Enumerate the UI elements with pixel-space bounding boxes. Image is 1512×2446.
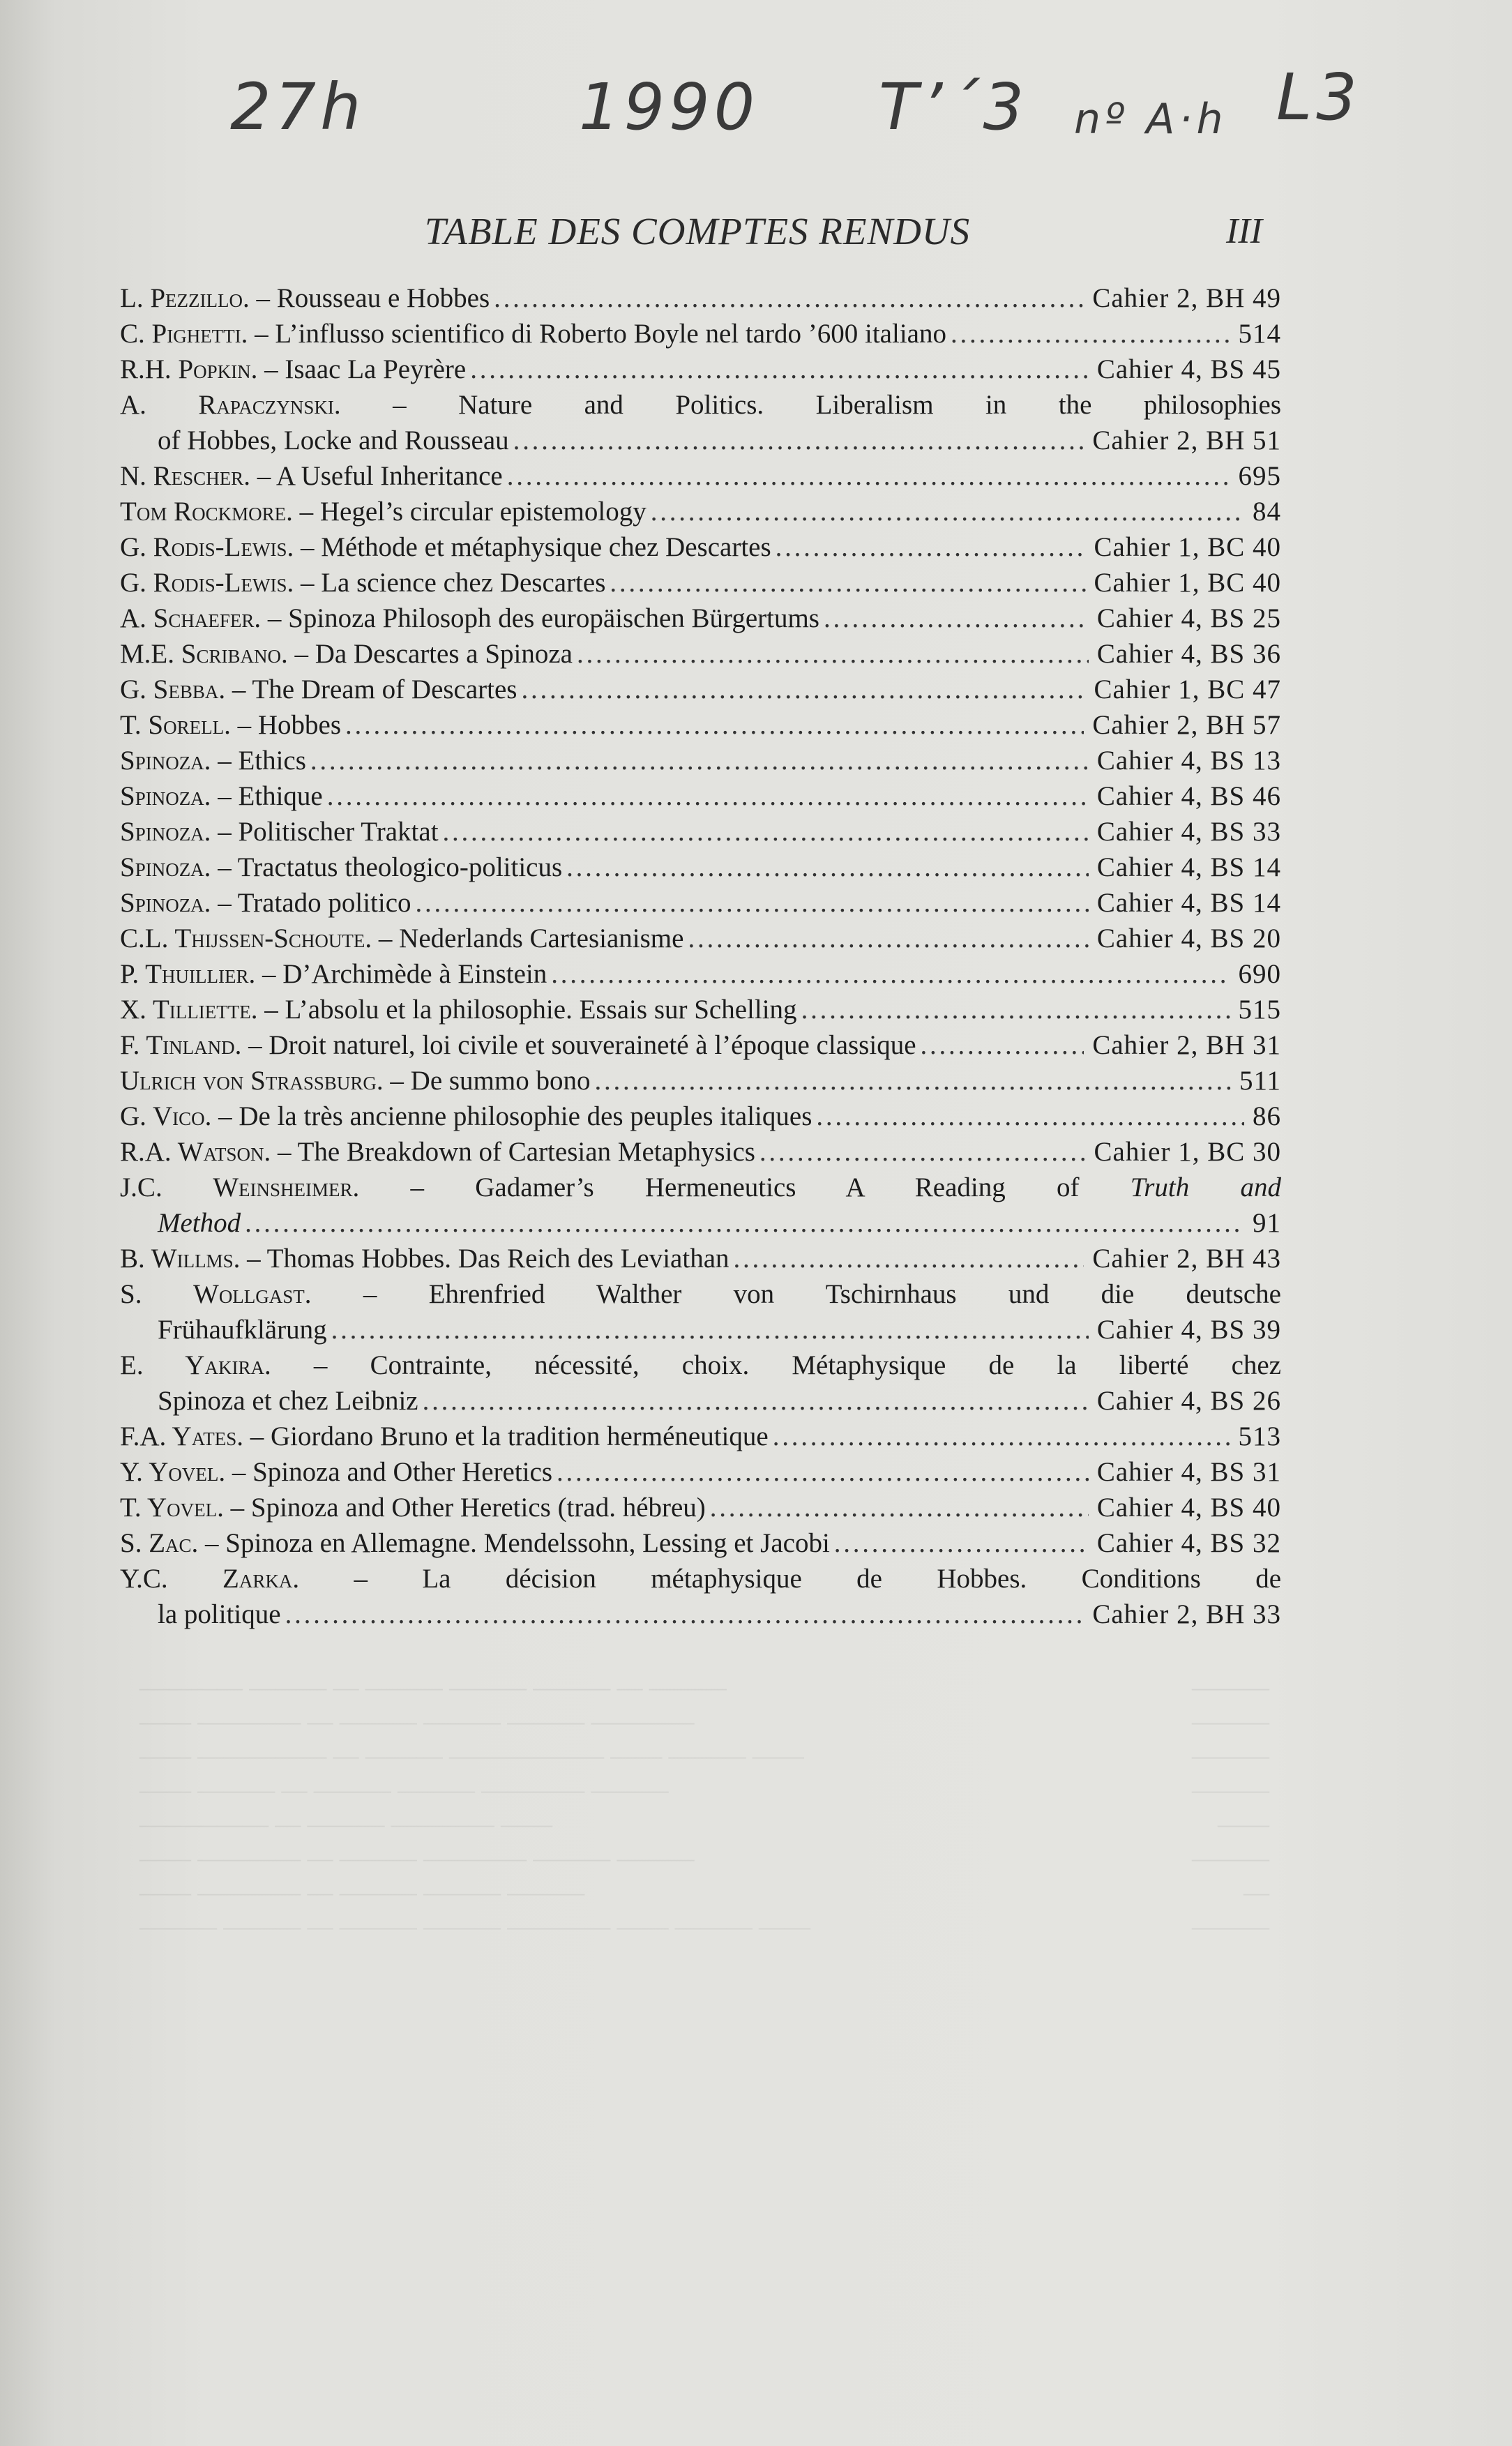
entry-line-continued — [120, 1205, 1281, 1241]
review-entry — [120, 992, 1281, 1027]
review-entry — [120, 1063, 1281, 1099]
review-entry — [120, 1241, 1281, 1276]
entry-dash: – — [230, 710, 258, 740]
entry-author: P. Thuillier. — [120, 959, 256, 989]
entry-text — [120, 1063, 590, 1099]
entry-title-continued: la politique — [158, 1599, 281, 1629]
entry-reference: 513 — [1238, 1421, 1281, 1451]
entry-text-continued — [158, 1205, 241, 1241]
entry-reference: Cahier 4, BS 14 — [1096, 888, 1281, 918]
entry-author: E. Yakira. — [120, 1350, 271, 1380]
entry-dash: – — [241, 1030, 269, 1060]
entry-dash: – — [257, 995, 285, 1025]
entry-line — [120, 672, 1281, 707]
entry-reference: Cahier 4, BS 33 — [1096, 817, 1281, 847]
entry-text — [120, 1170, 1281, 1205]
entry-line — [120, 885, 1281, 921]
running-header — [119, 209, 1276, 258]
entry-line — [120, 1525, 1281, 1561]
entry-title: Rousseau e Hobbes — [276, 283, 490, 313]
entry-author: G. Sebba. — [120, 674, 226, 704]
entry-line — [120, 992, 1281, 1027]
entry-title: Droit naturel, loi civile et souveraineté à l’époque classique — [269, 1030, 916, 1060]
review-entry — [120, 814, 1281, 850]
dot-leader — [423, 1383, 1089, 1419]
entry-title: De la très ancienne philosophie des peuples italiques — [239, 1101, 812, 1131]
entry-line — [120, 1170, 1281, 1205]
entry-line — [120, 1561, 1281, 1596]
review-entry — [120, 1134, 1281, 1170]
dot-leader — [331, 1312, 1089, 1347]
entry-reference: Cahier 4, BS 40 — [1096, 1493, 1281, 1523]
entry-author: Y.C. Zarka. — [120, 1564, 300, 1594]
entry-title: The Dream of Descartes — [252, 674, 517, 704]
dot-leader — [610, 565, 1085, 601]
entry-title-italic: Truth and — [1130, 1172, 1281, 1202]
review-entry — [120, 956, 1281, 992]
entry-author: Spinoza. — [120, 852, 211, 882]
entry-title: Nature and Politics. Liberalism in the philosophies — [458, 390, 1281, 420]
entry-dash: – — [294, 568, 322, 598]
handwritten-note-part: 1990 — [579, 70, 759, 144]
entry-line — [120, 1099, 1281, 1134]
handwritten-note-part: T’´3 — [879, 70, 1028, 144]
entry-title: Tratado politico — [237, 888, 411, 918]
entry-dash: – — [211, 852, 238, 882]
entry-reference: 511 — [1239, 1066, 1281, 1096]
review-entry — [120, 529, 1281, 565]
entry-line — [120, 529, 1281, 565]
review-entry — [120, 1454, 1281, 1490]
dot-leader — [443, 814, 1089, 850]
entry-author: R.H. Popkin. — [120, 354, 258, 384]
entry-text — [120, 280, 490, 316]
entry-author: Spinoza. — [120, 746, 211, 776]
entry-text-continued — [158, 423, 509, 458]
entry-reference: Cahier 2, BH 57 — [1092, 710, 1281, 740]
entry-dash: – — [359, 1172, 476, 1202]
entry-line — [120, 1027, 1281, 1063]
entry-line — [120, 352, 1281, 387]
entry-text — [120, 1525, 830, 1561]
entry-title: Tractatus theologico-politicus — [237, 852, 563, 882]
entry-dash: – — [198, 1528, 226, 1558]
dot-leader — [759, 1134, 1086, 1170]
entry-author: L. Pezzillo. — [120, 283, 250, 313]
entry-title-continued: Frühaufklärung — [158, 1315, 327, 1345]
entry-reference: Cahier 4, BS 13 — [1096, 746, 1281, 776]
review-entry — [120, 636, 1281, 672]
entry-reference: Cahier 4, BS 46 — [1096, 781, 1281, 811]
entry-author: B. Willms. — [120, 1244, 241, 1274]
dot-leader — [310, 743, 1089, 778]
entry-title: Hobbes — [257, 710, 342, 740]
entry-dash: – — [255, 959, 283, 989]
dot-leader — [245, 1205, 1244, 1241]
entry-author: N. Rescher. — [120, 461, 250, 491]
page-title: TABLE DES COMPTES RENDUS — [424, 210, 971, 252]
entry-dash: – — [292, 497, 320, 527]
entry-text — [120, 1099, 812, 1134]
entry-author: Spinoza. — [120, 781, 211, 811]
entry-text — [120, 885, 411, 921]
review-entry — [120, 352, 1281, 387]
entry-reference: Cahier 4, BS 45 — [1096, 354, 1281, 384]
review-entry — [120, 280, 1281, 316]
dot-leader — [651, 494, 1244, 529]
dot-leader — [816, 1099, 1244, 1134]
entry-dash: – — [294, 532, 322, 562]
review-entry — [120, 316, 1281, 352]
entry-line — [120, 458, 1281, 494]
entry-author: X. Tilliette. — [120, 995, 258, 1025]
dot-leader — [951, 316, 1230, 352]
entry-reference: Cahier 4, BS 32 — [1096, 1528, 1281, 1558]
review-entry — [120, 1525, 1281, 1561]
dot-leader — [470, 352, 1089, 387]
review-entry — [120, 778, 1281, 814]
handwritten-note-part: L3 — [1276, 60, 1361, 135]
entry-text — [120, 850, 562, 885]
entry-reference: Cahier 4, BS 14 — [1096, 852, 1281, 882]
entry-title: Gadamer’s Hermeneutics A Reading of — [475, 1172, 1080, 1202]
entry-dash: – — [211, 781, 239, 811]
entry-title: Isaac La Peyrère — [285, 354, 467, 384]
entry-line — [120, 601, 1281, 636]
entry-reference: Cahier 4, BS 20 — [1096, 923, 1281, 953]
entry-author: M.E. Scribano. — [120, 639, 288, 669]
review-entry — [120, 1276, 1281, 1347]
entry-author: A. Schaefer. — [120, 603, 262, 633]
entry-line — [120, 1276, 1281, 1312]
entry-line — [120, 636, 1281, 672]
dot-leader — [327, 778, 1089, 814]
entry-line — [120, 1063, 1281, 1099]
dot-leader — [494, 280, 1084, 316]
entry-reference: Cahier 1, BC 40 — [1094, 568, 1281, 598]
dot-leader — [921, 1027, 1084, 1063]
entry-dash: – — [261, 603, 289, 633]
entry-line — [120, 1241, 1281, 1276]
entry-line-continued — [120, 1596, 1281, 1632]
entry-author: T. Sorell. — [120, 710, 231, 740]
page-number: III — [1226, 211, 1262, 251]
entry-dash: – — [225, 674, 252, 704]
entry-line — [120, 1347, 1281, 1383]
entry-reference: Cahier 1, BC 47 — [1094, 674, 1281, 704]
entry-author: T. Yovel. — [120, 1493, 224, 1523]
entry-dash: – — [248, 319, 275, 349]
dot-leader — [834, 1525, 1089, 1561]
entry-text — [120, 601, 819, 636]
entry-line-continued — [120, 1312, 1281, 1347]
entry-line — [120, 387, 1281, 423]
entry-title: A Useful Inheritance — [275, 461, 503, 491]
dot-leader — [507, 458, 1230, 494]
entry-dash: – — [249, 283, 277, 313]
entry-text — [120, 458, 503, 494]
entry-author: Ulrich von Strassburg. — [120, 1066, 384, 1096]
dot-leader — [557, 1454, 1089, 1490]
entry-dash: – — [299, 1564, 423, 1594]
entry-line — [120, 316, 1281, 352]
entry-title: L’absolu et la philosophie. Essais sur Schelling — [285, 995, 797, 1025]
entry-reference: Cahier 2, BH 43 — [1092, 1244, 1281, 1274]
entry-text — [120, 1490, 706, 1525]
review-entry — [120, 743, 1281, 778]
entry-title: Spinoza and Other Heretics (trad. hébreu) — [250, 1493, 706, 1523]
dot-leader — [773, 1419, 1230, 1454]
entry-line — [120, 956, 1281, 992]
entry-title: Giordano Bruno et la tradition herméneutique — [270, 1421, 769, 1451]
entry-dash: – — [223, 1493, 251, 1523]
dot-leader — [521, 672, 1085, 707]
entry-dash: – — [287, 639, 315, 669]
entry-reference: 514 — [1238, 319, 1281, 349]
entry-title: Spinoza and Other Heretics — [252, 1457, 553, 1487]
review-entry — [120, 458, 1281, 494]
dot-leader — [801, 992, 1230, 1027]
dot-leader — [776, 529, 1086, 565]
review-entry — [120, 1170, 1281, 1241]
dot-leader — [345, 707, 1084, 743]
entry-reference: Cahier 2, BH 31 — [1092, 1030, 1281, 1060]
entry-title-italic: Method — [158, 1208, 241, 1238]
review-entry — [120, 850, 1281, 885]
review-entry — [120, 387, 1281, 458]
entry-line — [120, 565, 1281, 601]
entry-title: Ethics — [238, 746, 306, 776]
entry-line — [120, 743, 1281, 778]
entry-text — [120, 494, 647, 529]
entry-line — [120, 778, 1281, 814]
entry-line — [120, 814, 1281, 850]
entry-reference: Cahier 4, BS 39 — [1096, 1315, 1281, 1345]
entry-line — [120, 921, 1281, 956]
entry-text — [120, 1347, 1281, 1383]
entry-title: Contrainte, nécessité, choix. Métaphysique de la liberté chez — [370, 1350, 1281, 1380]
entry-line — [120, 280, 1281, 316]
entry-author: G. Rodis-Lewis. — [120, 568, 294, 598]
entry-text — [120, 1561, 1281, 1596]
entry-text — [120, 1027, 916, 1063]
dot-leader — [710, 1490, 1089, 1525]
entry-author: C.L. Thijssen-Schoute. — [120, 923, 372, 953]
review-entry — [120, 601, 1281, 636]
entry-author: J.C. Weinsheimer. — [120, 1172, 360, 1202]
entry-author: C. Pighetti. — [120, 319, 248, 349]
entry-author: Spinoza. — [120, 817, 211, 847]
entry-dash: – — [271, 1350, 370, 1380]
entry-line — [120, 1490, 1281, 1525]
entry-title: Nederlands Cartesianisme — [399, 923, 684, 953]
entry-dash: – — [257, 354, 285, 384]
dot-leader — [824, 601, 1089, 636]
entry-dash: – — [340, 390, 459, 420]
entry-title: Spinoza Philosoph des europäischen Bürgertums — [288, 603, 819, 633]
entry-text — [120, 529, 771, 565]
entry-text — [120, 1419, 769, 1454]
entry-text — [120, 352, 466, 387]
entry-text — [120, 636, 573, 672]
entry-dash: – — [243, 1421, 271, 1451]
entry-title: The Breakdown of Cartesian Metaphysics — [297, 1137, 755, 1167]
entry-reference: Cahier 4, BS 31 — [1096, 1457, 1281, 1487]
entry-dash: – — [211, 817, 239, 847]
entry-text — [120, 387, 1281, 423]
entry-dash: – — [225, 1457, 253, 1487]
entry-reference: 84 — [1253, 497, 1281, 527]
entry-reference: Cahier 2, BH 49 — [1092, 283, 1281, 313]
entry-line-continued — [120, 423, 1281, 458]
show-through-text: ———— ——— — ——— ——— ——— — ——— ——— —— ———— — ——— ——— ——— ———— ——— —— ————— — ——— —————— —— ——— —— ——— —— ——— — ——— ——— ———— ——— ——— ————— — ——— ———— —— —— —— ———— — ——— ———— ——— ——— ——— —— ———— — ——— ——— ——— — ——— ——— — ——— ——— ———— —— ——— —— ——— — [139, 1673, 1269, 1941]
review-entry — [120, 494, 1281, 529]
entry-text-continued — [158, 1383, 418, 1419]
entry-text — [120, 672, 517, 707]
dot-leader — [513, 423, 1084, 458]
entry-text — [120, 565, 605, 601]
dot-leader — [285, 1596, 1084, 1632]
review-entry — [120, 1490, 1281, 1525]
entry-title: L’influsso scientifico di Roberto Boyle nel tardo ’600 italiano — [275, 319, 946, 349]
review-entry — [120, 672, 1281, 707]
entry-text — [120, 814, 439, 850]
entry-author: A. Rapaczynski. — [120, 390, 341, 420]
entry-text — [120, 921, 683, 956]
entry-line — [120, 707, 1281, 743]
entry-text-continued — [158, 1596, 281, 1632]
entry-reference: 690 — [1238, 959, 1281, 989]
entry-text — [120, 1241, 729, 1276]
handwritten-note-part: nº A·h — [1074, 95, 1227, 144]
entry-dash: – — [372, 923, 400, 953]
entry-title-continued: of Hobbes, Locke and Rousseau — [158, 425, 509, 455]
entry-title: Hegel’s circular epistemology — [319, 497, 647, 527]
entry-text — [120, 1134, 755, 1170]
entry-author: S. Wollgast. — [120, 1279, 312, 1309]
entry-line — [120, 1419, 1281, 1454]
entry-reference: Cahier 2, BH 51 — [1092, 425, 1281, 455]
review-entry — [120, 565, 1281, 601]
entry-title: De summo bono — [410, 1066, 591, 1096]
dot-leader — [577, 636, 1089, 672]
entry-line-continued — [120, 1383, 1281, 1419]
entry-title: La décision métaphysique de Hobbes. Conditions de — [422, 1564, 1281, 1594]
entry-line — [120, 1134, 1281, 1170]
entry-title: Politischer Traktat — [238, 817, 439, 847]
dot-leader — [594, 1063, 1230, 1099]
entry-title: Ehrenfried Walther von Tschirnhaus und die deutsche — [428, 1279, 1281, 1309]
dot-leader — [734, 1241, 1084, 1276]
entry-line — [120, 850, 1281, 885]
review-entry — [120, 1347, 1281, 1419]
entry-dash: – — [383, 1066, 411, 1096]
entry-dash: – — [211, 1101, 239, 1131]
entry-author: F.A. Yates. — [120, 1421, 243, 1451]
entry-text — [120, 1454, 552, 1490]
dot-leader — [551, 956, 1230, 992]
review-entry — [120, 921, 1281, 956]
reviews-table — [120, 280, 1281, 1632]
entry-text — [120, 778, 323, 814]
entry-author: Tom Rockmore. — [120, 497, 293, 527]
entry-author: S. Zac. — [120, 1528, 199, 1558]
review-entry — [120, 1419, 1281, 1454]
entry-text — [120, 707, 341, 743]
entry-title: La science chez Descartes — [321, 568, 606, 598]
entry-title: Spinoza en Allemagne. Mendelssohn, Lessing et Jacobi — [225, 1528, 830, 1558]
entry-author: G. Vico. — [120, 1101, 212, 1131]
entry-title: Ethique — [238, 781, 323, 811]
entry-dash: – — [211, 888, 238, 918]
review-entry — [120, 1561, 1281, 1632]
entry-author: Y. Yovel. — [120, 1457, 226, 1487]
dot-leader — [566, 850, 1089, 885]
entry-title: Méthode et métaphysique chez Descartes — [321, 532, 771, 562]
handwritten-note-part: 27h — [230, 70, 365, 144]
entry-reference: 86 — [1253, 1101, 1281, 1131]
entry-text — [120, 992, 797, 1027]
entry-reference: Cahier 4, BS 36 — [1096, 639, 1281, 669]
entry-author: G. Rodis-Lewis. — [120, 532, 294, 562]
entry-text — [120, 743, 306, 778]
entry-line — [120, 494, 1281, 529]
entry-title: Da Descartes a Spinoza — [315, 639, 573, 669]
entry-author: Spinoza. — [120, 888, 211, 918]
entry-title: D’Archimède à Einstein — [282, 959, 547, 989]
entry-reference: 695 — [1238, 461, 1281, 491]
entry-reference: Cahier 2, BH 33 — [1092, 1599, 1281, 1629]
entry-dash: – — [250, 461, 276, 491]
entry-text — [120, 316, 946, 352]
entry-title-continued: Spinoza et chez Leibniz — [158, 1386, 418, 1416]
entry-dash: – — [311, 1279, 429, 1309]
entry-line — [120, 1454, 1281, 1490]
dot-leader — [688, 921, 1088, 956]
entry-reference: 91 — [1253, 1208, 1281, 1238]
review-entry — [120, 885, 1281, 921]
entry-reference: Cahier 4, BS 25 — [1096, 603, 1281, 633]
entry-dash: – — [240, 1244, 267, 1274]
review-entry — [120, 1027, 1281, 1063]
entry-text-continued — [158, 1312, 327, 1347]
entry-dash: – — [271, 1137, 298, 1167]
entry-dash: – — [211, 746, 239, 776]
entry-title: Thomas Hobbes. Das Reich des Leviathan — [266, 1244, 729, 1274]
entry-reference: Cahier 1, BC 40 — [1094, 532, 1281, 562]
entry-text — [120, 1276, 1281, 1312]
entry-text — [120, 956, 547, 992]
entry-reference: Cahier 1, BC 30 — [1094, 1137, 1281, 1167]
entry-author: F. Tinland. — [120, 1030, 242, 1060]
entry-author: R.A. Watson. — [120, 1137, 271, 1167]
review-entry — [120, 707, 1281, 743]
entry-reference: Cahier 4, BS 26 — [1096, 1386, 1281, 1416]
review-entry — [120, 1099, 1281, 1134]
dot-leader — [416, 885, 1089, 921]
handwritten-shelfmark — [230, 60, 1361, 153]
entry-reference: 515 — [1238, 995, 1281, 1025]
